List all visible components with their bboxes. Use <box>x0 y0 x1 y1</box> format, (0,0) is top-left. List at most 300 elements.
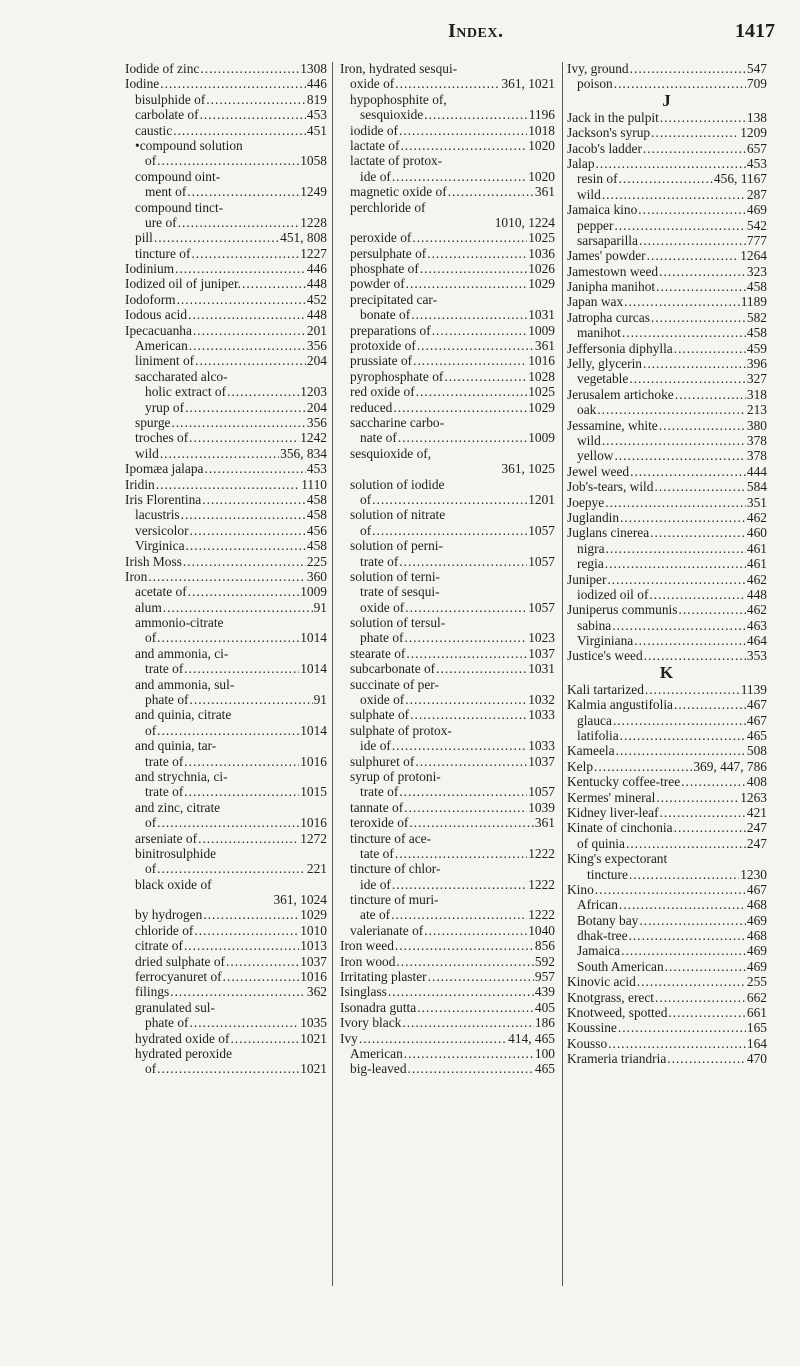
entry-term: caustic <box>135 122 173 138</box>
entry-term: American <box>350 1046 403 1061</box>
dot-leader <box>157 861 306 876</box>
index-entry <box>125 661 327 676</box>
dot-leader <box>392 877 527 892</box>
page-reference: 467 <box>746 881 767 897</box>
index-entry <box>125 323 327 338</box>
entry-term: phate of <box>360 630 404 646</box>
page-reference: 547 <box>746 61 767 76</box>
page-reference: 1020 <box>528 137 555 153</box>
entry-term: oak <box>577 402 597 418</box>
index-entry <box>125 938 327 953</box>
entry-term: oxide of <box>350 76 395 92</box>
entry-term: African <box>577 897 618 913</box>
index-entry <box>125 92 327 107</box>
dot-leader <box>448 184 534 199</box>
index-entry <box>340 292 555 307</box>
dot-leader <box>605 495 746 510</box>
entry-term: Koussine <box>567 1020 617 1036</box>
dot-leader <box>395 76 500 91</box>
index-entry <box>340 938 555 953</box>
dot-leader <box>157 153 299 168</box>
dot-leader <box>667 1051 746 1066</box>
index-entry <box>340 384 555 399</box>
entry-term: trate of <box>145 661 184 677</box>
index-entry <box>567 882 767 897</box>
dot-leader <box>189 430 299 445</box>
entry-term: Krameria triandria <box>567 1051 667 1067</box>
index-entry <box>340 184 555 199</box>
entry-term: Kinovic acid <box>567 974 636 990</box>
page-reference: 709 <box>746 76 767 92</box>
dot-leader <box>644 648 746 663</box>
page-reference: 1228 <box>300 214 327 230</box>
entry-term: ate of <box>360 907 391 923</box>
dot-leader <box>190 523 306 538</box>
index-column-2 <box>340 61 555 1077</box>
page-reference: 414, 465 <box>508 1030 555 1046</box>
index-entry <box>340 261 555 276</box>
page-reference: 164 <box>746 1035 767 1051</box>
index-entry <box>125 754 327 769</box>
page-reference: 456, 1167 <box>713 171 767 187</box>
entry-term: red oxide of <box>350 384 415 400</box>
entry-term: of quinia <box>577 835 625 851</box>
index-entry <box>125 1000 327 1015</box>
dot-leader <box>195 353 306 368</box>
index-entry <box>340 554 555 569</box>
entry-term: trate of <box>145 753 184 769</box>
index-entry <box>567 248 767 263</box>
dot-leader <box>204 461 305 476</box>
entry-term: Ivy, ground <box>567 61 629 76</box>
entry-term: sesquioxide <box>360 107 424 123</box>
page-reference: 1029 <box>528 399 555 415</box>
page-reference: 465 <box>534 1061 555 1077</box>
dot-leader <box>157 630 299 645</box>
page-reference: 469 <box>746 958 767 974</box>
page-reference: 1010, 1224 <box>494 214 555 230</box>
dot-leader <box>183 554 306 569</box>
dot-leader <box>608 1036 746 1051</box>
page-reference: 1203 <box>300 384 327 400</box>
page-reference: 351 <box>746 494 767 510</box>
index-entry <box>340 831 555 846</box>
dot-leader <box>674 820 746 835</box>
index-entry <box>125 800 327 815</box>
page-reference: 213 <box>746 402 767 418</box>
entry-term: Kermes' mineral <box>567 789 656 805</box>
page-reference: 462 <box>746 571 767 587</box>
entry-term: James' powder <box>567 248 646 264</box>
page-reference: 1009 <box>528 322 555 338</box>
entry-term: and quinia, tar- <box>135 738 217 754</box>
entry-term: Iridin <box>125 476 155 492</box>
entry-term: trate of sesqui- <box>360 584 440 600</box>
page-number: 1417 <box>735 20 775 42</box>
index-entry <box>340 477 555 492</box>
index-entry <box>340 646 555 661</box>
index-entry <box>567 820 767 835</box>
index-entry <box>340 784 555 799</box>
entry-term: big-leaved <box>350 1061 407 1077</box>
index-entry <box>340 815 555 830</box>
page-reference: 1222 <box>528 907 555 923</box>
entry-term: oxide of <box>360 692 405 708</box>
page-reference: 777 <box>746 232 767 248</box>
page-reference: 186 <box>534 1015 555 1031</box>
entry-term: valerianate of <box>350 922 424 938</box>
page-reference: 1028 <box>528 368 555 384</box>
dot-leader <box>626 836 746 851</box>
index-entry <box>340 584 555 599</box>
page-reference: 1222 <box>528 845 555 861</box>
page-reference: 582 <box>746 309 767 325</box>
dot-leader <box>629 928 746 943</box>
page-reference: 819 <box>306 91 327 107</box>
entry-term: Iodoform <box>125 291 176 307</box>
page-reference: 453 <box>306 107 327 123</box>
page-reference: 468 <box>746 897 767 913</box>
entry-term: Iron wood <box>340 953 396 969</box>
dot-leader <box>190 1015 300 1030</box>
entry-term: Jack in the pulpit <box>567 109 659 125</box>
page-reference: 1037 <box>300 953 327 969</box>
entry-term: Jacob's ladder <box>567 140 642 156</box>
page-reference: 444 <box>746 463 767 479</box>
page-reference: 396 <box>746 356 767 372</box>
entry-term: alum <box>135 599 162 615</box>
index-entry <box>567 774 767 789</box>
page-reference: 361, 1021 <box>501 76 555 92</box>
page-reference: 661 <box>746 1005 767 1021</box>
entry-term: powder of <box>350 276 405 292</box>
dot-leader <box>404 1046 534 1061</box>
dot-leader <box>674 697 746 712</box>
index-entry <box>340 338 555 353</box>
entry-term: teroxide of <box>350 815 409 831</box>
index-entry <box>567 125 767 140</box>
index-entry <box>340 323 555 338</box>
entry-term: Kali tartarized <box>567 681 644 697</box>
index-entry <box>340 723 555 738</box>
page-reference: 458 <box>746 325 767 341</box>
index-entry <box>567 479 767 494</box>
entry-term: Ipecacuanha <box>125 322 192 338</box>
entry-term: magnetic oxide of <box>350 184 447 200</box>
page-reference: 461 <box>746 540 767 556</box>
index-entry <box>567 943 767 958</box>
index-entry <box>125 923 327 938</box>
page-reference: 1308 <box>300 61 327 76</box>
index-entry <box>567 171 767 186</box>
index-entry <box>125 292 327 307</box>
page-reference: 353 <box>746 648 767 664</box>
entry-term: succinate of per- <box>350 676 439 692</box>
entry-term: Jeffersonia diphylla <box>567 340 673 356</box>
index-entry <box>125 615 327 630</box>
dot-leader <box>148 569 306 584</box>
entry-term: and quinia, citrate <box>135 707 232 723</box>
page-reference: 380 <box>746 417 767 433</box>
dot-leader <box>171 415 305 430</box>
index-entry <box>340 523 555 538</box>
index-entry <box>340 769 555 784</box>
dot-leader <box>156 477 300 492</box>
index-entry <box>567 682 767 697</box>
dot-leader <box>160 446 279 461</box>
page-reference: 465 <box>746 728 767 744</box>
index-entry <box>125 507 327 522</box>
entry-term: Isinglass <box>340 984 387 1000</box>
dot-leader <box>185 400 306 415</box>
index-entry <box>567 61 767 76</box>
index-entry <box>340 1031 555 1046</box>
dot-leader <box>372 523 527 538</box>
entry-term: preparations of <box>350 322 431 338</box>
entry-term: Jackson's syrup <box>567 125 651 141</box>
dot-leader <box>392 738 527 753</box>
entry-term: hydrated peroxide <box>135 1046 233 1061</box>
dot-leader <box>660 805 746 820</box>
entry-term: hypophosphite of, <box>350 91 447 107</box>
index-entry <box>125 984 327 999</box>
dot-leader <box>404 800 527 815</box>
page-reference: 1035 <box>300 1015 327 1031</box>
entry-term: South American <box>577 958 664 974</box>
dot-leader <box>659 418 746 433</box>
entry-term: iodide of <box>350 122 398 138</box>
index-entry <box>125 677 327 692</box>
dot-leader <box>660 110 746 125</box>
entry-term: Kinate of cinchonia <box>567 820 673 836</box>
page-reference: 469 <box>746 202 767 218</box>
dot-leader <box>444 369 527 384</box>
index-entry <box>340 169 555 184</box>
index-entry <box>125 877 327 892</box>
index-entry <box>340 492 555 507</box>
entry-term: phate of <box>145 1015 189 1031</box>
dot-leader <box>411 307 527 322</box>
entry-term: Kino <box>567 881 594 897</box>
entry-term: ide of <box>360 168 391 184</box>
dot-leader <box>621 943 746 958</box>
entry-term: of <box>145 1061 157 1077</box>
index-entry <box>340 307 555 322</box>
page-reference: 458 <box>306 491 327 507</box>
dot-leader <box>624 294 740 309</box>
index-entry <box>567 218 767 233</box>
index-entry <box>340 461 555 476</box>
entry-term: wild <box>577 186 601 202</box>
dot-leader <box>606 541 746 556</box>
index-entry <box>125 600 327 615</box>
page-reference: 657 <box>746 140 767 156</box>
index-entry <box>125 107 327 122</box>
page-reference: 1009 <box>300 584 327 600</box>
page-reference: 459 <box>746 340 767 356</box>
entry-term: tincture <box>587 866 628 882</box>
page-reference: 360 <box>306 568 327 584</box>
entry-term: compound oint- <box>135 168 221 184</box>
page-reference: 138 <box>746 109 767 125</box>
page-reference: 361, 1024 <box>273 892 327 908</box>
page-reference: 448 <box>306 276 327 292</box>
index-entry <box>567 697 767 712</box>
page-reference: 1029 <box>528 276 555 292</box>
dot-leader <box>649 587 746 602</box>
page-reference: 361, 1025 <box>501 461 555 477</box>
index-entry <box>567 141 767 156</box>
index-entry <box>567 325 767 340</box>
entry-term: Iron, hydrated sesqui- <box>340 61 458 76</box>
page-reference: 1015 <box>300 784 327 800</box>
dot-leader <box>413 353 527 368</box>
entry-term: Ipomæa jalapa <box>125 461 204 477</box>
page-reference: 1016 <box>528 353 555 369</box>
entry-term: syrup of protoni- <box>350 768 441 784</box>
entry-term: pill <box>135 230 153 246</box>
index-entry <box>125 384 327 399</box>
dot-leader <box>654 479 745 494</box>
section-letter: K <box>659 662 675 682</box>
dot-leader <box>668 1005 745 1020</box>
entry-term: Jessamine, white <box>567 417 658 433</box>
dot-leader <box>639 913 746 928</box>
page-reference: 1227 <box>300 245 327 261</box>
dot-leader <box>630 61 746 76</box>
entry-term: solution of iodide <box>350 476 445 492</box>
dot-leader <box>406 276 528 291</box>
page-reference: 462 <box>746 602 767 618</box>
page-reference: 1263 <box>740 789 767 805</box>
index-entry <box>567 294 767 309</box>
entry-term: Jamestown weed <box>567 263 659 279</box>
entry-term: manihot <box>577 325 621 341</box>
page-reference: 584 <box>746 479 767 495</box>
dot-leader <box>391 907 527 922</box>
page-reference: 1016 <box>300 815 327 831</box>
entry-term: •compound solution <box>135 137 243 153</box>
dot-leader <box>651 310 746 325</box>
index-entry <box>340 246 555 261</box>
index-entry <box>340 430 555 445</box>
index-entry <box>125 769 327 784</box>
dot-leader <box>187 184 299 199</box>
index-entry <box>340 200 555 215</box>
page-reference: 369, 447, 786 <box>693 758 767 774</box>
page-reference: 469 <box>746 912 767 928</box>
page-reference: 1230 <box>740 866 767 882</box>
index-entry <box>125 969 327 984</box>
index-entry <box>125 630 327 645</box>
entry-term: pepper <box>577 217 614 233</box>
entry-term: Kameela <box>567 743 615 759</box>
entry-term: poison <box>577 76 613 92</box>
dot-leader <box>596 156 746 171</box>
index-entry <box>340 738 555 753</box>
entry-term: of <box>145 815 157 831</box>
dot-leader <box>194 923 299 938</box>
entry-term: Iodine <box>125 76 160 92</box>
page-reference: 356, 834 <box>280 445 327 461</box>
page-reference: 405 <box>534 999 555 1015</box>
entry-term: Knotgrass, erect <box>567 989 655 1005</box>
entry-term: Ivy <box>340 1030 358 1046</box>
dot-leader <box>200 107 306 122</box>
index-entry <box>567 974 767 989</box>
index-entry <box>125 892 327 907</box>
page-reference: 1021 <box>300 1061 327 1077</box>
dot-leader <box>170 984 306 999</box>
dot-leader <box>614 448 745 463</box>
entry-term: Virginiana <box>577 633 634 649</box>
index-entry <box>567 1051 767 1066</box>
page-reference: 1139 <box>740 681 767 697</box>
index-entry <box>567 728 767 743</box>
entry-term: and strychnia, ci- <box>135 768 228 784</box>
dot-leader <box>630 464 746 479</box>
page-reference: 1018 <box>528 122 555 138</box>
index-entry <box>125 61 327 76</box>
entry-term: Iodide of zinc <box>125 61 200 76</box>
entry-term: sulphate of protox- <box>350 722 452 738</box>
entry-term: Iodized oil of juniper. <box>125 276 242 292</box>
dot-leader <box>643 141 746 156</box>
page-reference: 1249 <box>300 184 327 200</box>
page-reference: 1025 <box>528 230 555 246</box>
page-reference: 1201 <box>528 491 555 507</box>
page-reference: 468 <box>746 928 767 944</box>
entry-term: trate of <box>360 784 399 800</box>
page-reference: 356 <box>306 414 327 430</box>
index-entry <box>125 230 327 245</box>
page-reference: 1032 <box>528 692 555 708</box>
page-reference: 542 <box>746 217 767 233</box>
entry-term: Iris Florentina <box>125 491 202 507</box>
index-entry <box>567 759 767 774</box>
dot-leader <box>424 923 527 938</box>
index-entry <box>125 1046 327 1061</box>
entry-term: hydrated oxide of <box>135 1030 230 1046</box>
entry-term: by hydrogen <box>135 907 203 923</box>
entry-term: glauca <box>577 712 612 728</box>
dot-leader <box>602 433 746 448</box>
index-entry <box>567 187 767 202</box>
entry-term: sulphate of <box>350 707 410 723</box>
page-reference: 446 <box>306 261 327 277</box>
entry-term: lactate of protox- <box>350 153 443 169</box>
dot-leader <box>157 815 299 830</box>
page-reference: 452 <box>306 291 327 307</box>
index-entry <box>340 923 555 938</box>
index-entry <box>567 743 767 758</box>
entry-term: Knotweed, spotted <box>567 1005 668 1021</box>
index-entry <box>567 867 767 882</box>
entry-term: Kentucky coffee-tree <box>567 774 681 790</box>
index-entry <box>125 415 327 430</box>
dot-leader <box>602 187 746 202</box>
dot-leader <box>416 384 528 399</box>
entry-term: Japan wax <box>567 294 624 310</box>
dot-leader <box>160 76 306 91</box>
index-entry <box>567 541 767 556</box>
index-entry <box>340 984 555 999</box>
dot-leader <box>395 846 527 861</box>
index-entry <box>567 418 767 433</box>
entry-term: resin of <box>577 171 618 187</box>
entry-term: lacustris <box>135 507 180 523</box>
index-entry <box>125 738 327 753</box>
